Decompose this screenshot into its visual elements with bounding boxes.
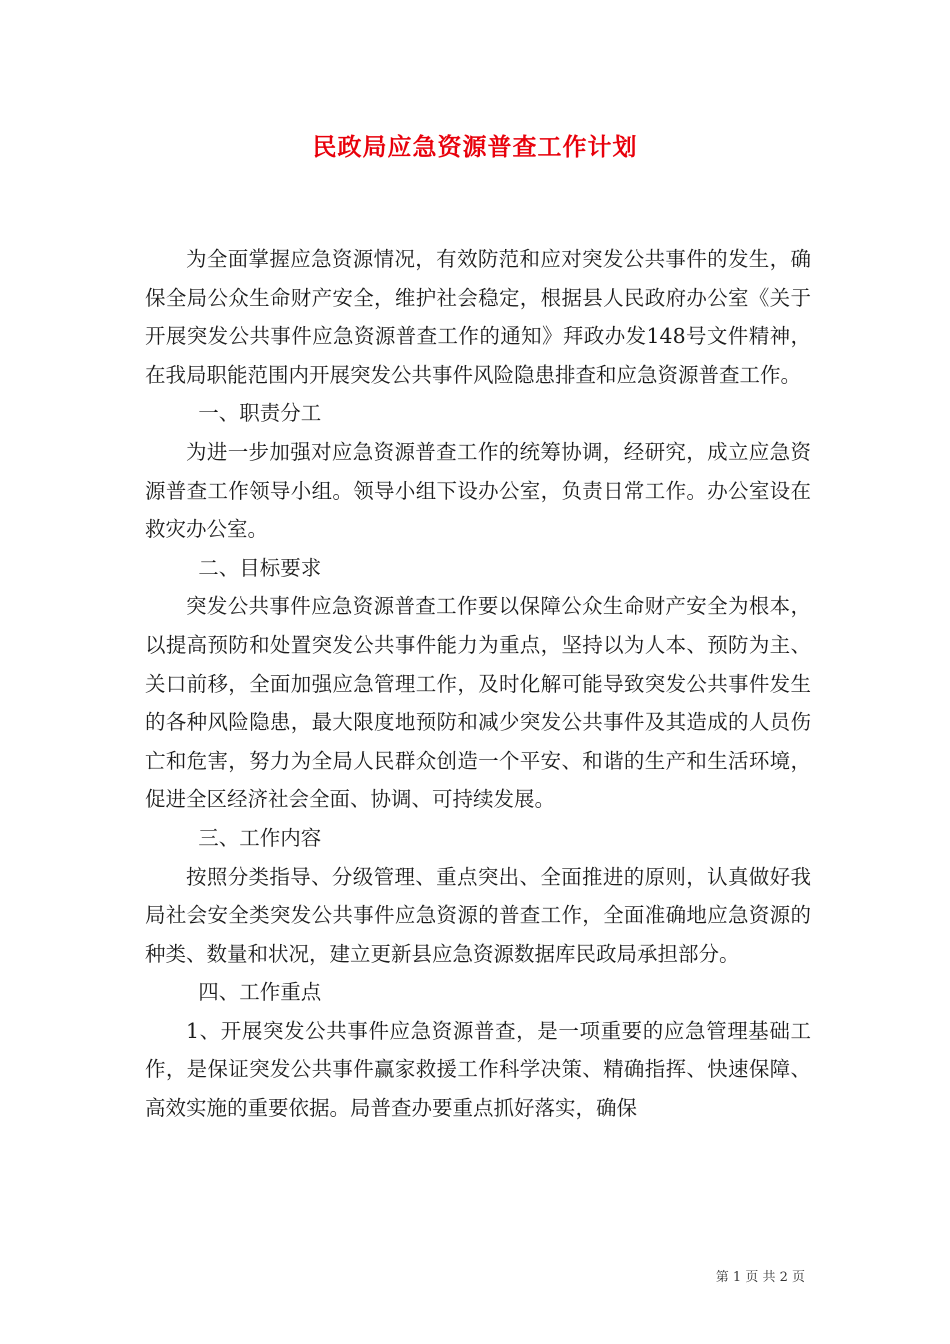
intro-paragraph: 为全面掌握应急资源情况，有效防范和应对突发公共事件的发生，确保全局公众生命财产安全，维护社会稳定，根据县人民政府办公室《关于开展突发公共事件应急资源普查工作的通知》拜政办发148号文件精神，在我局职能范围内开展突发公共事件风险隐患排查和应急资源普查工作。 [145, 247, 811, 387]
section-heading-responsibilities: 一、职责分工 [198, 401, 322, 426]
responsibilities-paragraph: 为进一步加强对应急资源普查工作的统筹协调，经研究，成立应急资源普查工作领导小组。领导小组下设办公室，负责日常工作。办公室设在救灾办公室。 [145, 439, 811, 542]
document-body [145, 240, 811, 1128]
document-title: 民政局应急资源普查工作计划 [312, 132, 638, 161]
page-number: 第 1 页 共 2 页 [715, 1270, 805, 1285]
goals-paragraph: 突发公共事件应急资源普查工作要以保障公众生命财产安全为根本，以提高预防和处置突发公共事件能力为重点，坚持以为人本、预防为主、关口前移，全面加强应急管理工作，及时化解可能导致突发公共事件发生的各种风险隐患，最大限度地预防和减少突发公共事件及其造成的人员伤亡和危害，努力为全局人民群众创造一个平安、和谐的生产和生活环境，促进全区经济社会全面、协调、可持续发展。 [145, 594, 811, 812]
content-paragraph: 按照分类指导、分级管理、重点突出、全面推进的原则，认真做好我局社会安全类突发公共事件应急资源的普查工作，全面准确地应急资源的种类、数量和状况，建立更新县应急资源数据库民政局承担部分。 [145, 864, 811, 966]
section-heading-goals: 二、目标要求 [198, 555, 322, 580]
section-heading-focus: 四、工作重点 [198, 980, 322, 1005]
section-heading-content: 三、工作内容 [198, 825, 322, 850]
focus-paragraph: 1、开展突发公共事件应急资源普查，是一项重要的应急管理基础工作，是保证突发公共事件赢家救援工作科学决策、精确指挥、快速保障、高效实施的重要依据。局普查办要重点抓好落实，确保 [145, 1018, 811, 1121]
